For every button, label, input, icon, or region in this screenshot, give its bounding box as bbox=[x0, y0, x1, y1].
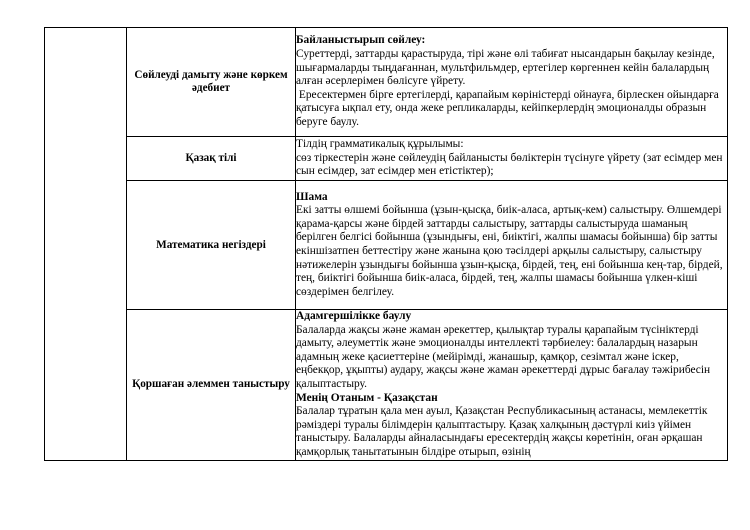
content-cell bbox=[296, 28, 728, 137]
subject-cell: Қоршаған әлеммен таныстыру bbox=[127, 310, 296, 461]
paragraph: Екі затты өлшемі бойынша (ұзын-қысқа, биік-аласа, артық-кем) салыстыру. Өлшемдері қарама-қарсы және бірдей заттарды салыстыру, заттарды салыстыруда шаманың берілген белгісі бойынша (ұзындығы, ені, биіктігі, жалпы шамасы бойынша) бір затты екіншізатпен беттестіру және жанына қою тәсілдері арқылы салыстыру, салыстыру нәтижелерін ұзындығы бойынша ұзын-қысқа, бірдей, тең, ені бойынша кең-тар, бірдей, тең, биіктігі бойынша биік-аласа, бірдей, тең, жалпы шамасы бойынша үлкен-кіші сөздерімен белгілеу. bbox=[296, 204, 723, 298]
paragraph: Балаларда жақсы және жаман әрекеттер, қылықтар туралы қарапайым түсініктерді дамыту, әлеуметтік және эмоционалды интеллекті тәрбиелеу: балалардың назарын адамның жеке қасиеттеріне (мейірімді, жанашыр, қамқор, сезімтал және іскер, еңбекқор, ұқыпты) аудару, жақсы және жаман әрекеттерді дұрыс бағалау тәжірибесін қалыптастыру. bbox=[296, 323, 711, 390]
section-heading: Менің Отаным - Қазақстан bbox=[296, 391, 438, 404]
paragraph: Суреттерді, заттарды қарастыруда, тірі және өлі табиғат нысандарын бақылау кезінде, шығармаларды тыңдағаннан, мультфильмдер, ертегілер көргеннен кейін балалардың алған әсерлерімен бөлісуге үйрету. bbox=[296, 48, 715, 88]
section-heading: Адамгершілікке баулу bbox=[296, 310, 412, 322]
table-row bbox=[45, 181, 728, 310]
paragraph: Ересектермен бірге ертегілерді, қарапайым көріністерді ойнауға, бірлескен ойындарға қатысуға ықпал ету, онда жеке репликаларды, кейіпкерлердің эмоционалды образын беруге баулу. bbox=[296, 88, 722, 128]
curriculum-table bbox=[44, 27, 728, 461]
empty-first-column-cell bbox=[45, 28, 127, 461]
table-row bbox=[45, 310, 728, 461]
paragraph: Тілдің грамматикалық құрылымы: bbox=[296, 138, 464, 151]
section-heading: Шама bbox=[296, 190, 328, 203]
section-heading: Байланыстырып сөйлеу: bbox=[296, 34, 426, 47]
paragraph: сөз тіркестерін және сөйлеудің байланысты бөліктерін түсінуге үйрету (зат есімдер мен сын есімдер, зат есімдер мен етістіктер); bbox=[296, 151, 723, 178]
subject-cell: Математика негіздері bbox=[127, 181, 296, 310]
content-cell bbox=[296, 181, 728, 310]
subject-cell: Сөйлеуді дамыту және көркем әдебиет bbox=[127, 28, 296, 137]
table-row bbox=[45, 137, 728, 181]
content-cell bbox=[296, 137, 728, 181]
content-cell bbox=[296, 310, 728, 461]
table-row bbox=[45, 28, 728, 137]
subject-cell: Қазақ тілі bbox=[127, 137, 296, 181]
paragraph: Балалар тұратын қала мен ауыл, Қазақстан Республикасының астанасы, мемлекеттік рәміздері туралы білімдерін қалыптастыру. Қазақ халқының дәстүрлі киіз үйімен таныстыру. Балаларды айналасындағы ересектердің жақсы көретінін, оған әрқашан қамқорлық танытатынын білдіре отырып, өзінің bbox=[296, 405, 708, 458]
